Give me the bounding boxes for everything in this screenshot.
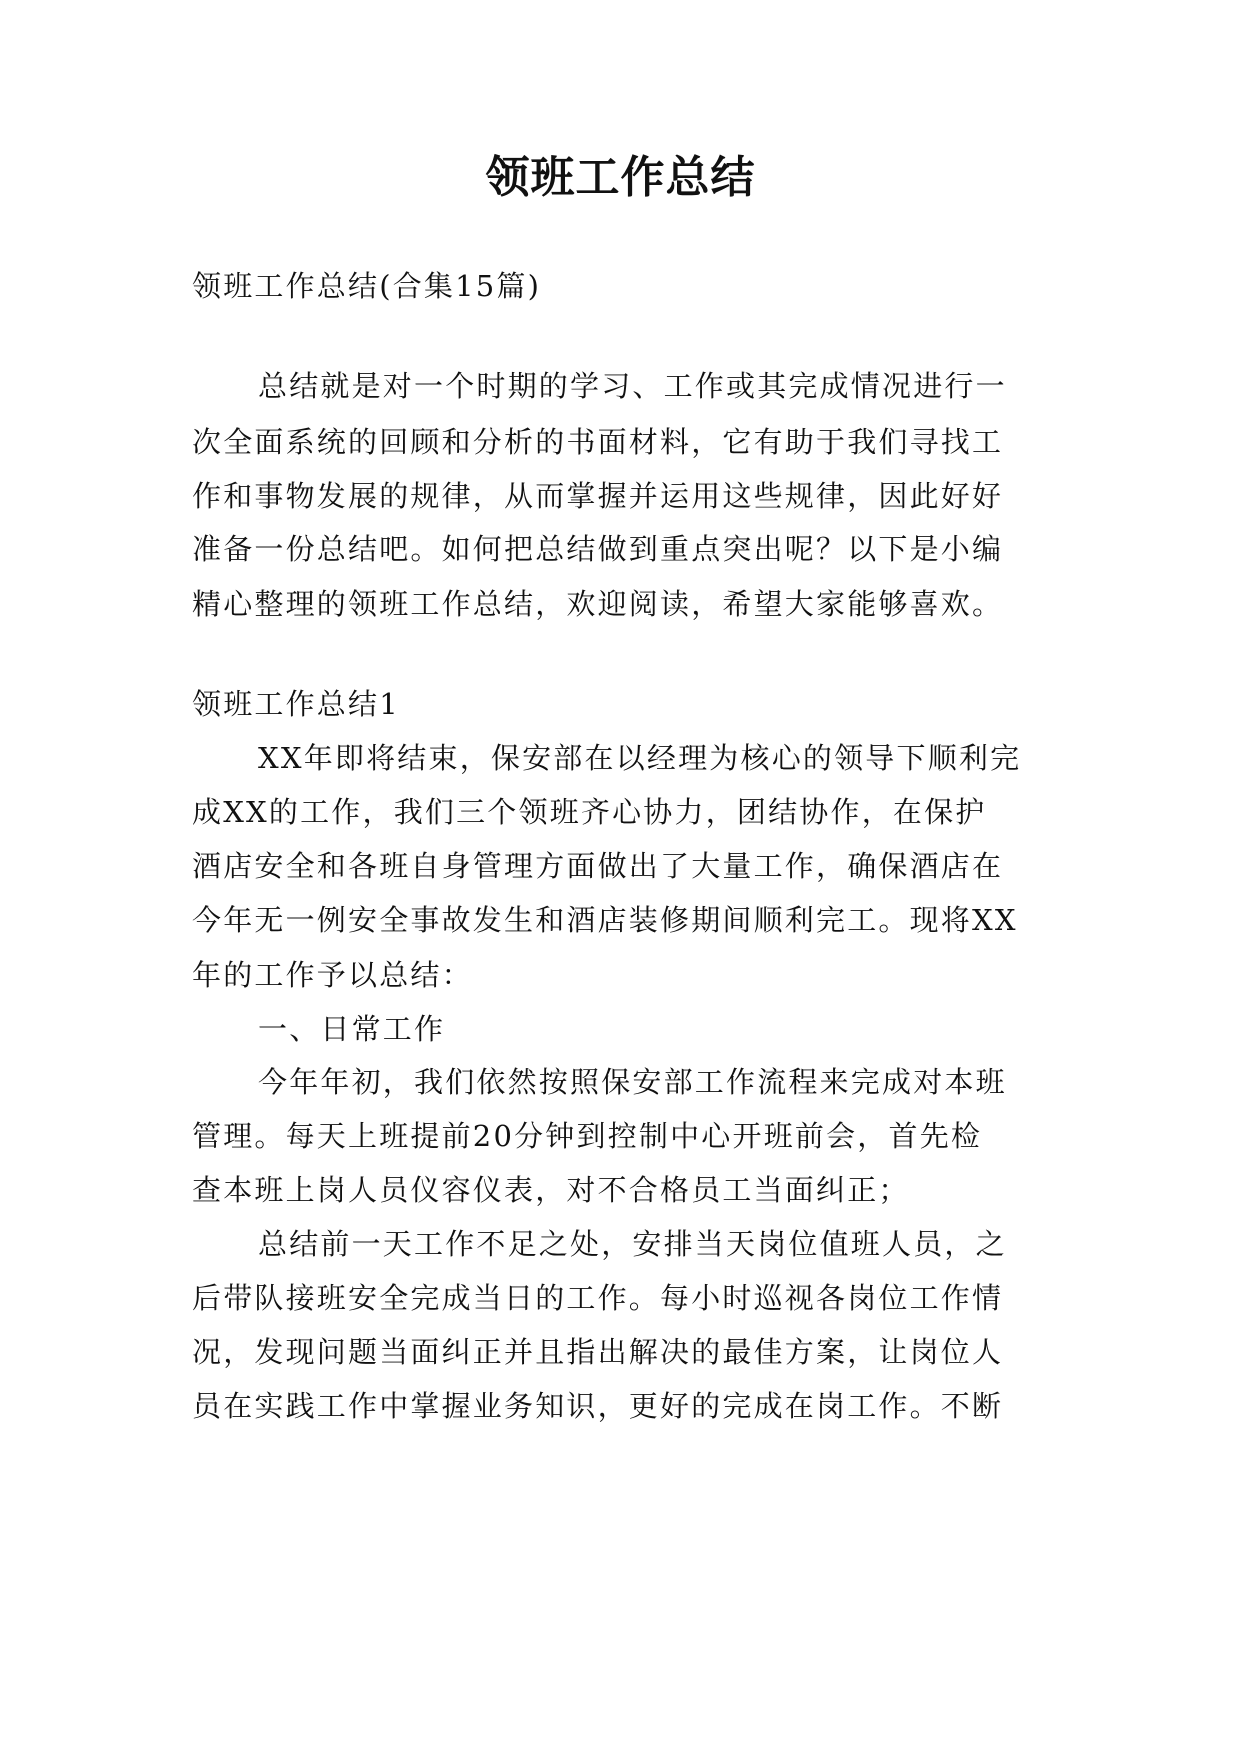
- document-title: 领班工作总结: [485, 152, 756, 203]
- section-line: 今年无一例安全事故发生和酒店装修期间顺利完工。现将XX: [192, 903, 1018, 937]
- intro-line: 准备一份总结吧。如何把总结做到重点突出呢？以下是小编: [192, 532, 1004, 566]
- daily-line: 管理。每天上班提前20分钟到控制中心开班前会，首先检: [192, 1119, 983, 1153]
- section-line: 成XX的工作，我们三个领班齐心协力，团结协作，在保护: [192, 795, 987, 829]
- daily-line: 总结前一天工作不足之处，安排当天岗位值班人员，之: [258, 1227, 1007, 1261]
- intro-line: 总结就是对一个时期的学习、工作或其完成情况进行一: [258, 369, 1007, 403]
- daily-line: 况，发现问题当面纠正并且指出解决的最佳方案，让岗位人: [192, 1335, 1004, 1369]
- section-line: XX年即将结束，保安部在以经理为核心的领导下顺利完: [258, 741, 1022, 775]
- daily-line: 员在实践工作中掌握业务知识，更好的完成在岗工作。不断: [192, 1389, 1004, 1423]
- intro-line: 次全面系统的回顾和分析的书面材料，它有助于我们寻找工: [192, 425, 1004, 459]
- intro-line: 精心整理的领班工作总结，欢迎阅读，希望大家能够喜欢。: [192, 587, 1004, 621]
- daily-line: 今年年初，我们依然按照保安部工作流程来完成对本班: [258, 1065, 1007, 1099]
- daily-line: 查本班上岗人员仪容仪表，对不合格员工当面纠正；: [192, 1173, 910, 1207]
- sub-heading: 一、日常工作: [258, 1012, 446, 1046]
- section-heading: 领班工作总结1: [192, 687, 400, 721]
- section-line: 年的工作予以总结：: [192, 958, 473, 992]
- document-subtitle: 领班工作总结(合集15篇): [192, 269, 542, 303]
- daily-line: 后带队接班安全完成当日的工作。每小时巡视各岗位工作情: [192, 1281, 1004, 1315]
- section-line: 酒店安全和各班自身管理方面做出了大量工作，确保酒店在: [192, 849, 1004, 883]
- intro-line: 作和事物发展的规律，从而掌握并运用这些规律，因此好好: [192, 479, 1004, 513]
